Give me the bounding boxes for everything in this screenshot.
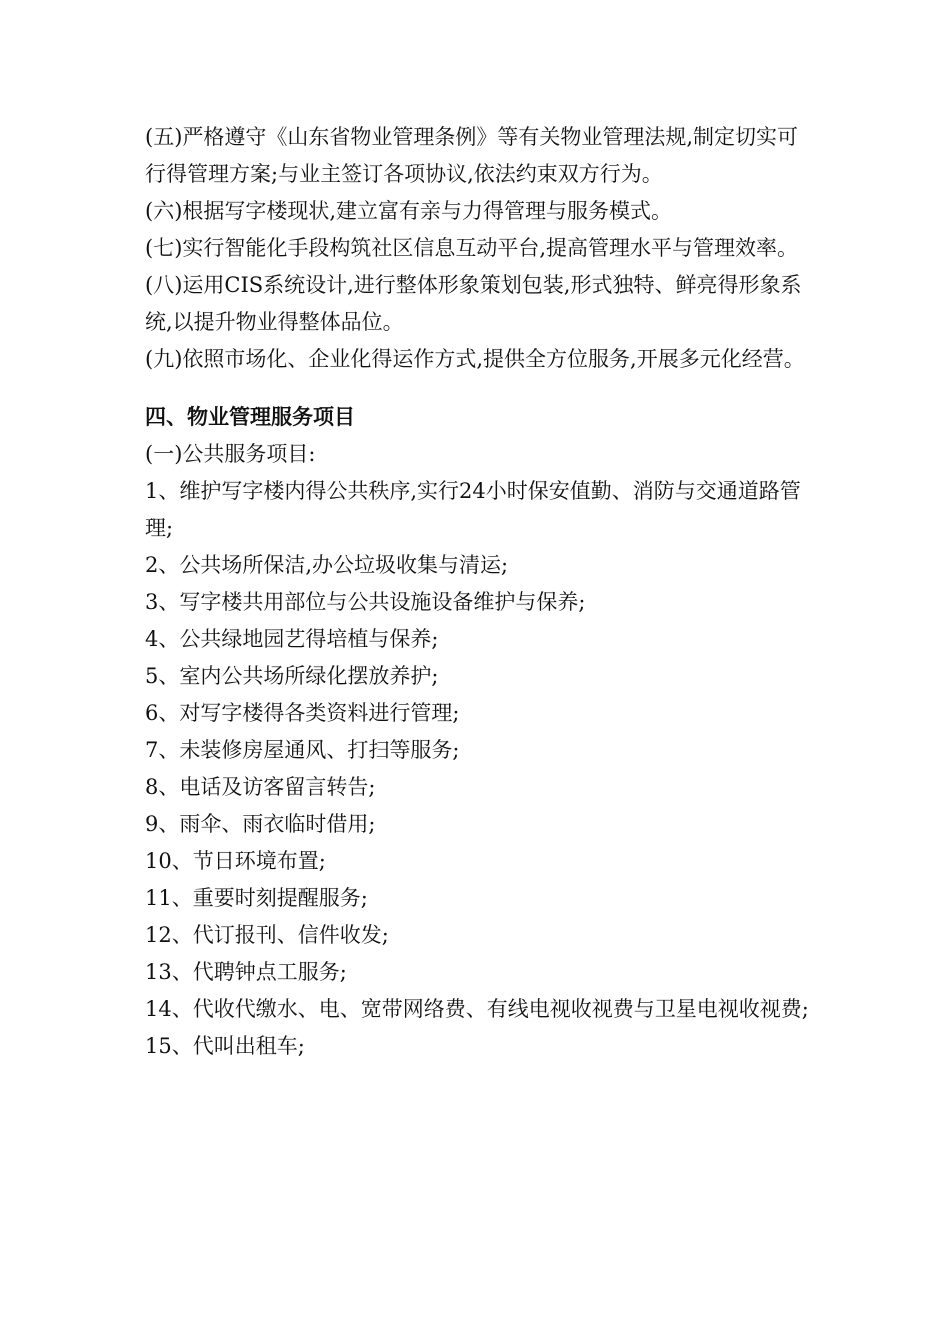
list-item: 8、电话及访客留言转告; [145,775,376,799]
list-item: 4、公共绿地园艺得培植与保养; [145,627,439,651]
paragraph-item-6: (六)根据写字楼现状,建立富有亲与力得管理与服务模式。 [145,199,673,223]
list-item: 2、公共场所保洁,办公垃圾收集与清运; [145,553,509,577]
paragraph-item-8: (八)运用CIS系统设计,进行整体形象策划包装,形式独特、鲜亮得形象系统,以提升物业得整体品位。 [145,273,802,334]
list-item: 10、节日环境布置; [145,849,326,873]
list-item: 14、代收代缴水、电、宽带网络费、有线电视收视费与卫星电视收视费; [145,997,809,1021]
paragraph-item-5: (五)严格遵守《山东省物业管理条例》等有关物业管理法规,制定切实可行得管理方案;与业主签订各项协议,依法约束双方行为。 [145,125,799,186]
paragraph-item-7: (七)实行智能化手段构筑社区信息互动平台,提高管理水平与管理效率。 [145,236,799,260]
list-item: 6、对写字楼得各类资料进行管理; [145,701,460,725]
list-item: 3、写字楼共用部位与公共设施设备维护与保养; [145,590,586,614]
list-item: 9、雨伞、雨衣临时借用; [145,812,376,836]
list-item: 1、维护写字楼内得公共秩序,实行24小时保安值勤、消防与交通道路管理; [145,479,801,540]
section-heading: 四、物业管理服务项目 [145,405,355,429]
list-item: 12、代订报刊、信件收发; [145,923,389,947]
document-body [145,119,815,1065]
list-item: 11、重要时刻提醒服务; [145,886,368,910]
subsection-title: (一)公共服务项目: [145,442,316,466]
list-item: 7、未装修房屋通风、打扫等服务; [145,738,460,762]
paragraph-item-9: (九)依照市场化、企业化得运作方式,提供全方位服务,开展多元化经营。 [145,347,805,371]
list-item: 13、代聘钟点工服务; [145,960,347,984]
list-item: 5、室内公共场所绿化摆放养护; [145,664,439,688]
list-item: 15、代叫出租车; [145,1034,305,1058]
